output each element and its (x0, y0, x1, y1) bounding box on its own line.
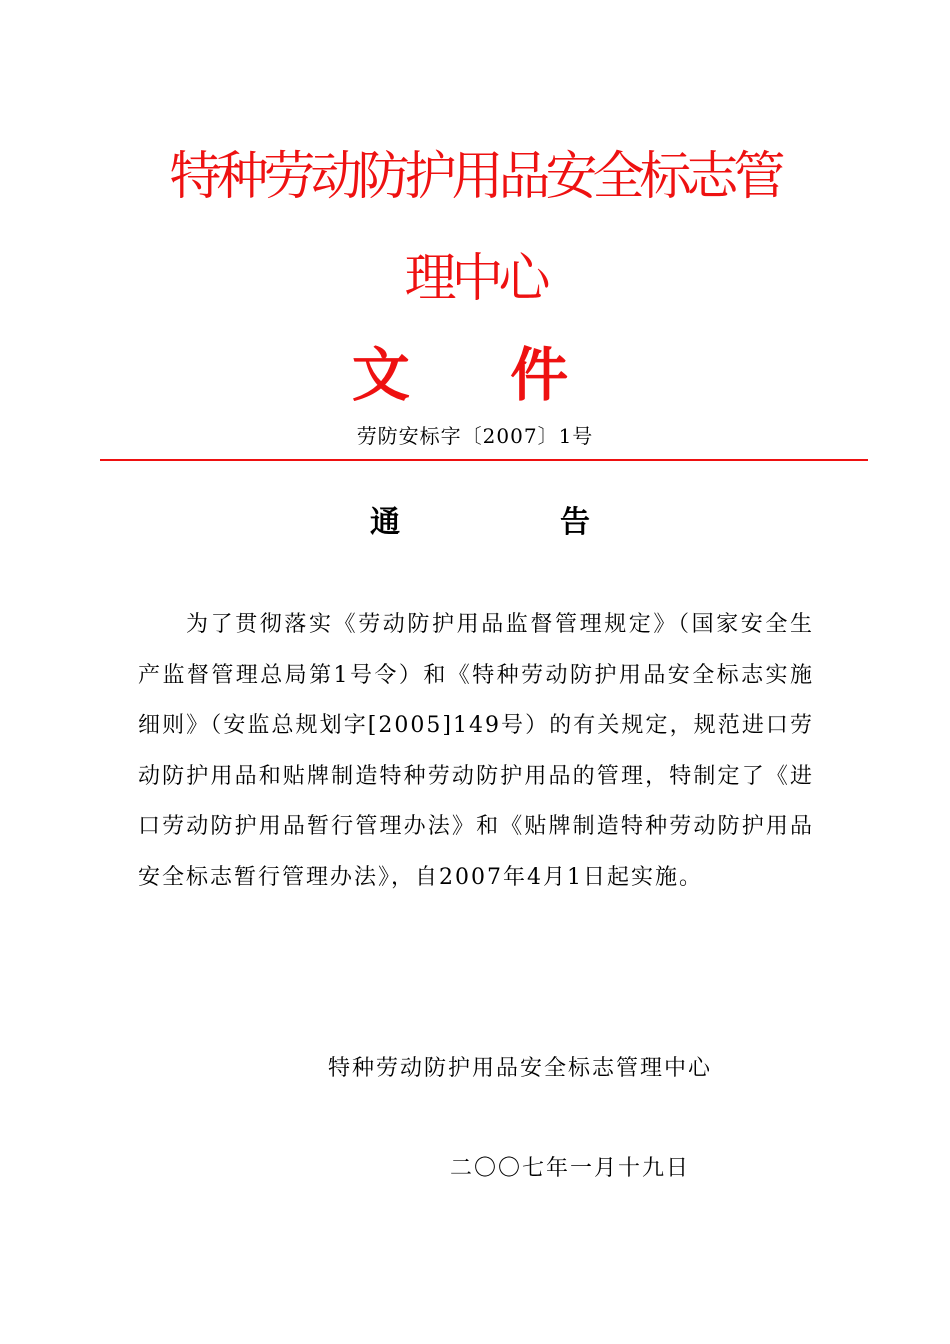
notice-heading-right: 告 (560, 505, 590, 540)
notice-heading-left: 通 (370, 505, 400, 540)
org-name-line2: 理中心 (404, 249, 546, 309)
header-divider (100, 459, 868, 461)
doc-number: 劳防安标字〔2007〕1号 (356, 424, 594, 448)
notice-body: 为了贯彻落实《劳动防护用品监督管理规定》（国家安全生产监督管理总局第1号令）和《特种劳动防护用品安全标志实施细则》（安监总规划字[2005]149号）的有关规定，规范进口劳动防护用品和贴牌制造特种劳动防护用品的管理，特制定了《进口劳动防护用品暂行管理办法》和《贴牌制造特种劳动防护用品安全标志暂行管理办法》，自2007年4月1日起实施。 (138, 612, 814, 890)
issue-date: 二〇〇七年一月十九日 (450, 1156, 691, 1181)
signature: 特种劳动防护用品安全标志管理中心 (328, 1056, 713, 1081)
doc-type-title: 文 件 (351, 341, 609, 409)
org-name-line1: 特种劳动防护用品安全标志管 (169, 147, 781, 207)
notice-heading (370, 505, 590, 541)
